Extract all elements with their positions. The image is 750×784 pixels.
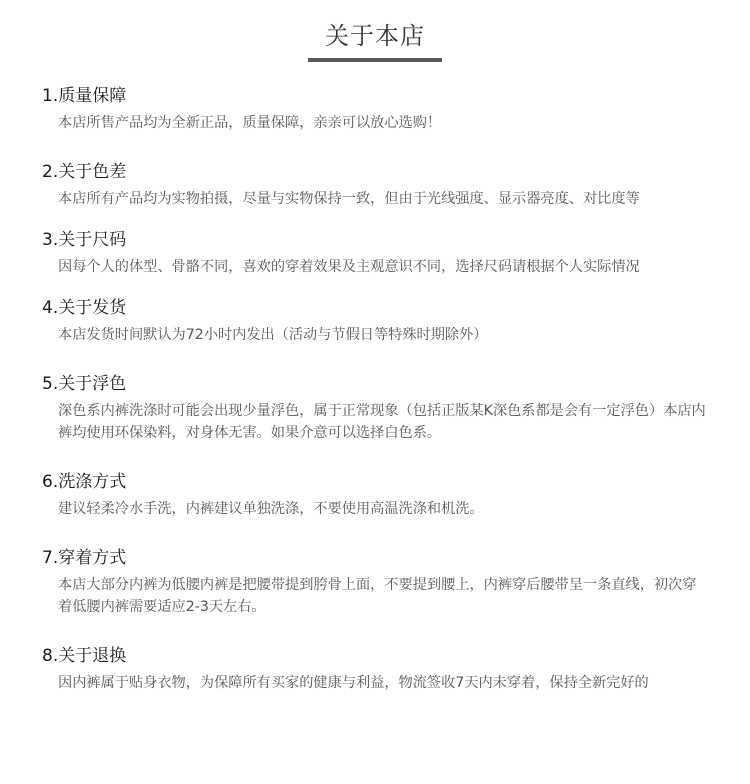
section-body: 建议轻柔冷水手洗，内裤建议单独洗涤，不要使用高温洗涤和机洗。 [58, 501, 484, 517]
section-heading: 1.质量保障 [42, 86, 127, 106]
section-returns [0, 644, 750, 694]
section-heading: 6.洗涤方式 [42, 472, 127, 492]
section-washing [0, 470, 750, 520]
section-heading: 5.关于浮色 [42, 374, 127, 394]
section-heading: 8.关于退换 [42, 646, 127, 666]
section-body: 因内裤属于贴身衣物，为保障所有买家的健康与利益，物流签收7天内未穿着，保持全新完好的 [58, 675, 649, 691]
section-quality [0, 84, 750, 134]
title-underline [308, 58, 442, 62]
section-body: 本店大部分内裤为低腰内裤是把腰带提到胯骨上面，不要提到腰上，内裤穿后腰带呈一条直线，初次穿着低腰内裤需要适应2-3天左右。 [58, 577, 697, 615]
section-body: 深色系内裤洗涤时可能会出现少量浮色，属于正常现象（包括正版某K深色系都是会有一定浮色）本店内裤均使用环保染料，对身体无害。如果介意可以选择白色系。 [58, 403, 706, 441]
about-sections [0, 84, 750, 694]
page-title: 关于本店 [325, 22, 425, 50]
section-heading: 7.穿着方式 [42, 548, 127, 568]
section-heading: 3.关于尺码 [42, 230, 127, 250]
section-size [0, 228, 750, 278]
section-body: 本店所有产品均为实物拍摄，尽量与实物保持一致，但由于光线强度、显示器亮度、对比度等 [58, 191, 640, 207]
page-header [0, 0, 750, 64]
section-body: 本店发货时间默认为72小时内发出（活动与节假日等特殊时期除外） [58, 327, 488, 343]
section-body: 本店所售产品均为全新正品，质量保障，亲亲可以放心选购！ [58, 115, 442, 131]
section-body: 因每个人的体型、骨骼不同，喜欢的穿着效果及主观意识不同，选择尺码请根据个人实际情况 [58, 259, 640, 275]
section-floating-color [0, 372, 750, 444]
section-wearing [0, 546, 750, 618]
section-shipping [0, 296, 750, 346]
section-heading: 2.关于色差 [42, 162, 127, 182]
section-heading: 4.关于发货 [42, 298, 127, 318]
section-color-difference [0, 160, 750, 210]
